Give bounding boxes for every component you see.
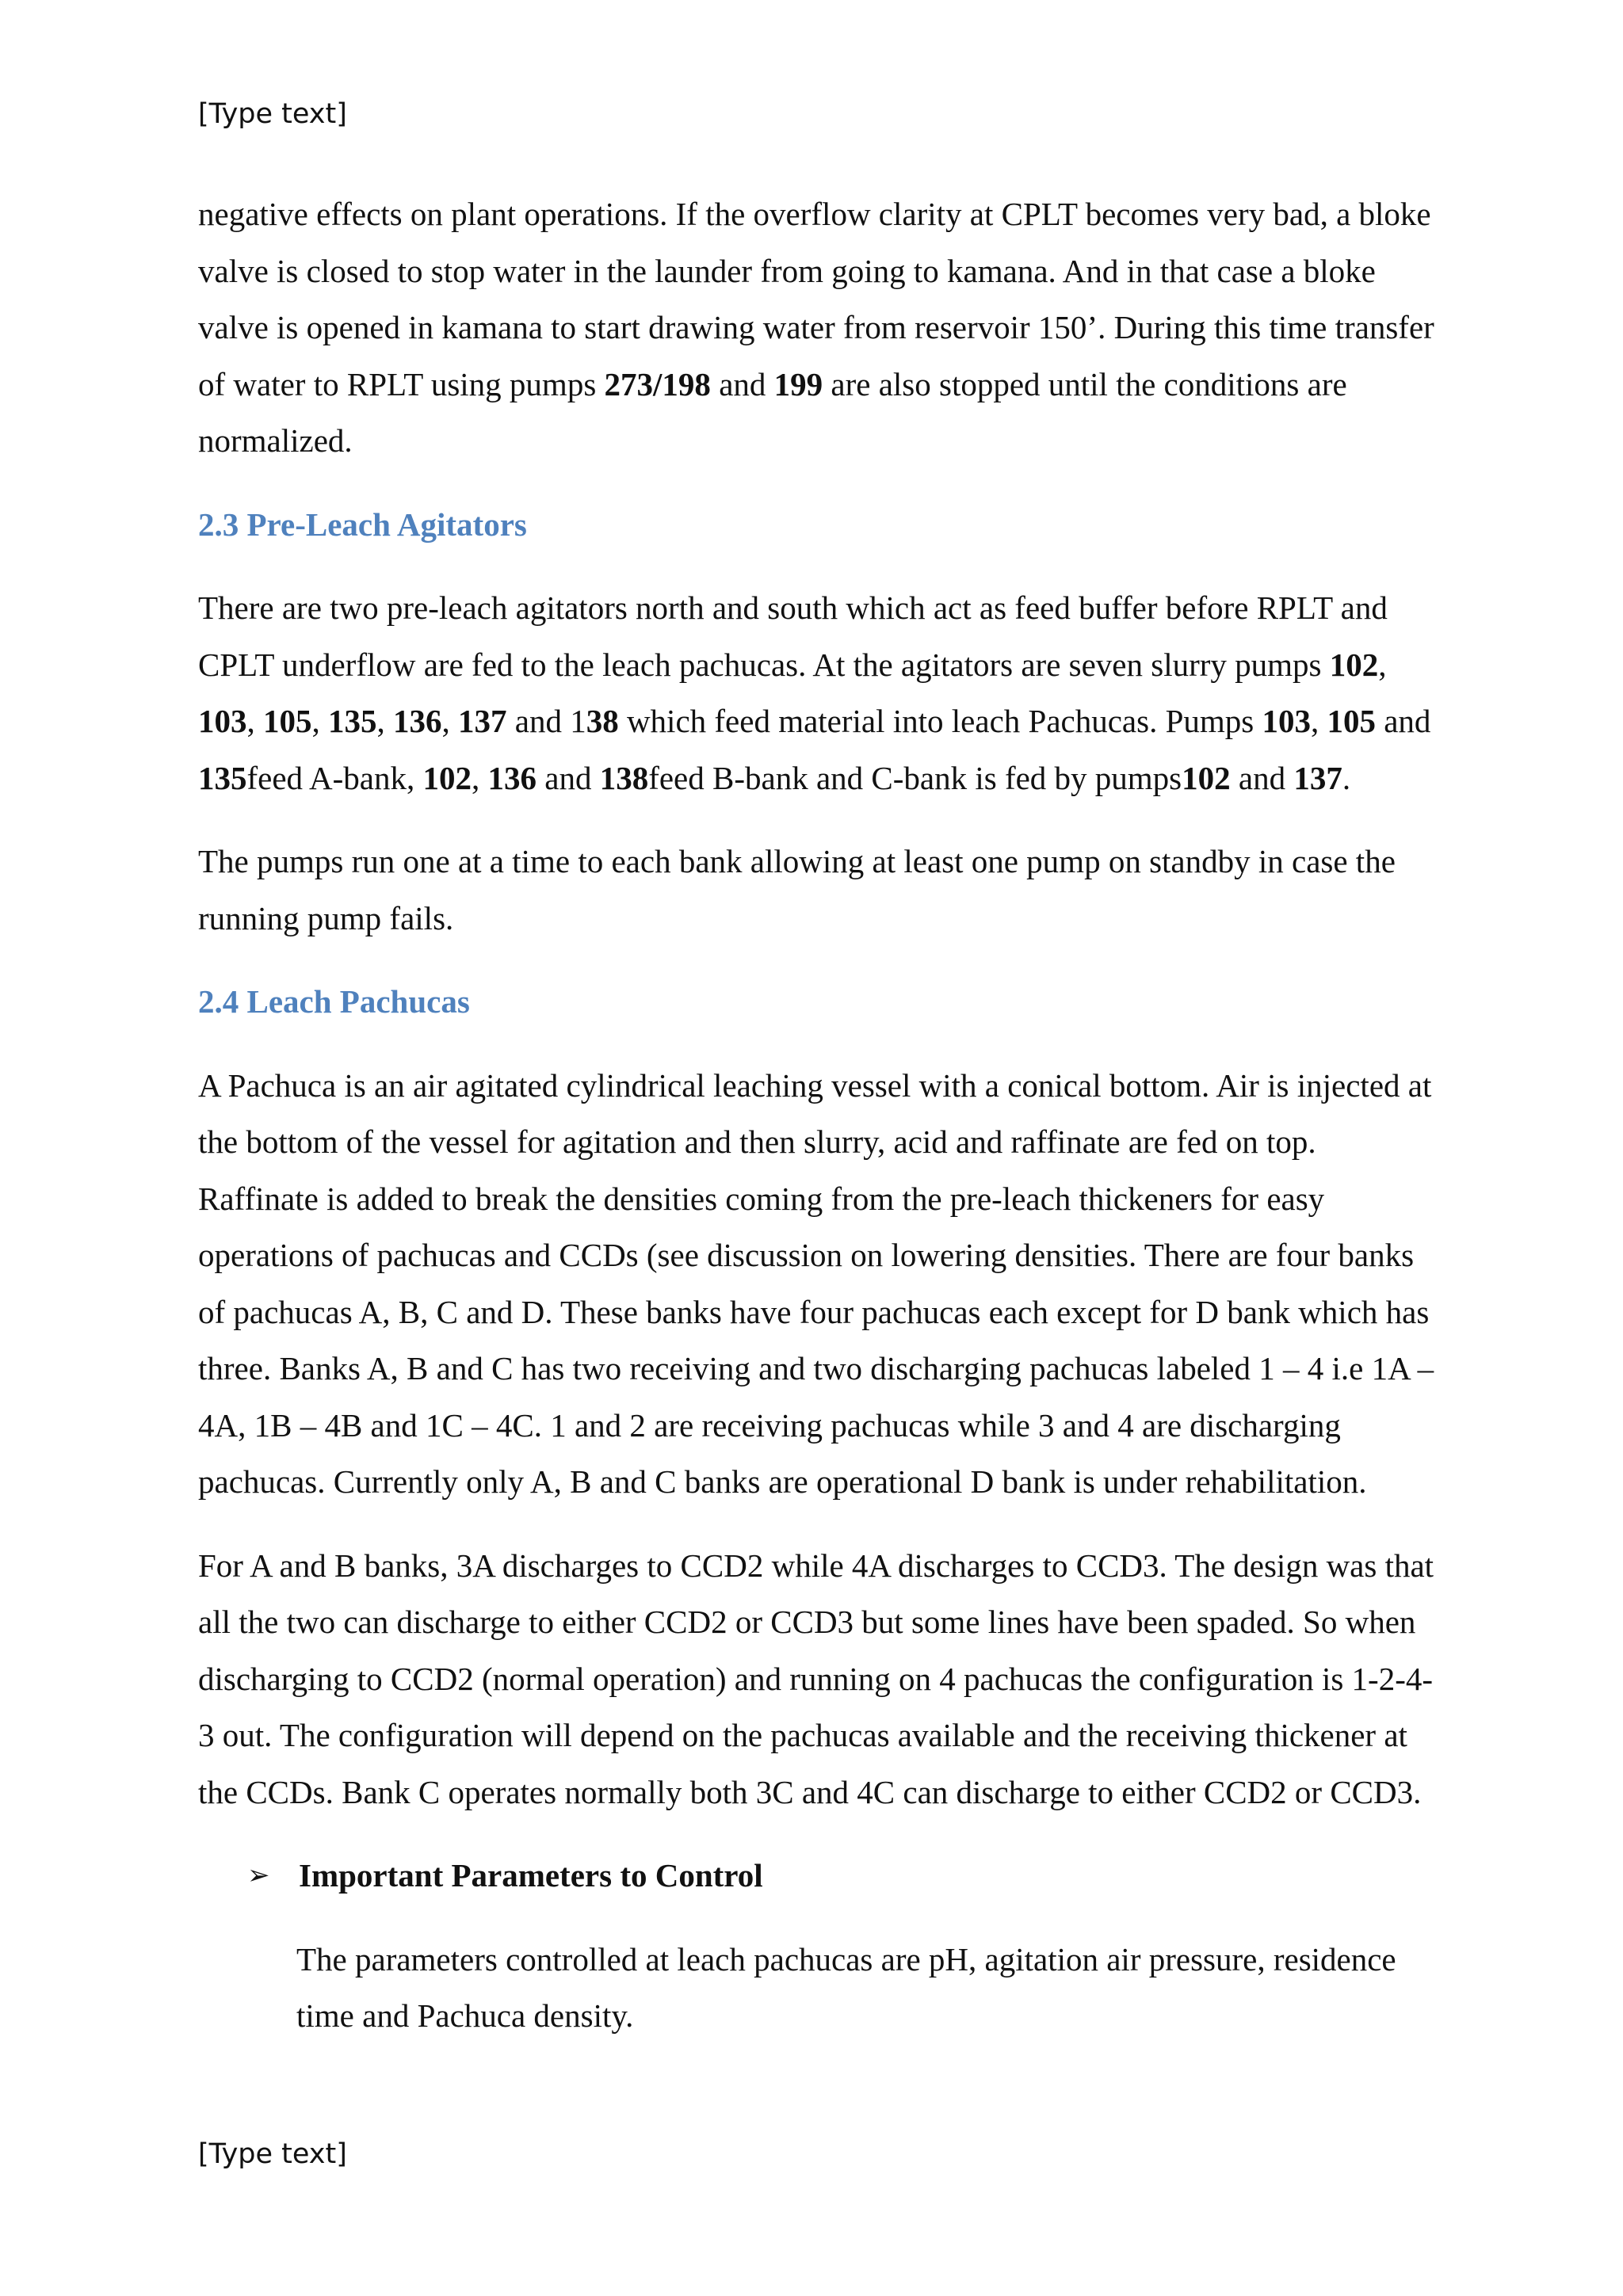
paragraph-pre-leach-agitators: There are two pre-leach agitators north and south which act as feed buffer before RPLT and CPLT underflow are fed to the leach pachucas. At the agitators are seven slurry pumps 102, 103, 105, 135, 136, 137 and 138 which feed material into leach Pachucas. Pumps 103, 105 and 135feed A-bank, 102, 136 and 138feed B-bank and C-bank is fed by pumps102 and 137. [198, 589, 1431, 796]
section-heading-leach-pachucas: 2.4 Leach Pachucas [198, 983, 470, 1020]
paragraph-pachuca-description: A Pachuca is an air agitated cylindrical leaching vessel with a conical bottom. Air is injected at the bottom of the vessel for agitation and then slurry, acid and raffinate are fed on top. Raffinate is added to break the densities coming from the pre-leach thickeners for easy operations of pachucas and CCDs (see discussion on lowering densities. There are four banks of pachucas A, B, C and D. These banks have four pachucas each except for D bank which has three. Banks A, B and C has two receiving and two discharging pachucas labeled 1 – 4 i.e 1A – 4A, 1B – 4B and 1C – 4C. 1 and 2 are receiving pachucas while 3 and 4 are discharging pachucas. Currently only A, B and C banks are operational D bank is under rehabilitation. [198, 1066, 1434, 1500]
document-body [198, 186, 1442, 2072]
page-footer: [Type text] [198, 2138, 347, 2170]
paragraph-bank-discharge: For A and B banks, 3A discharges to CCD2 while 4A discharges to CCD3. The design was that all the two can discharge to either CCD2 or CCD3 but some lines have been spaded. So when discharging to CCD2 (normal operation) and running on 4 pachucas the configuration is 1-2-4-3 out. The configuration will depend on the pachucas available and the receiving thickener at the CCDs. Bank C operates normally both 3C and 4C can discharge to either CCD2 or CCD3. [198, 1547, 1434, 1810]
section-heading-pre-leach-agitators: 2.3 Pre-Leach Agitators [198, 505, 527, 543]
paragraph-parameters: The parameters controlled at leach pachucas are pH, agitation air pressure, residence time and Pachuca density. [296, 1940, 1396, 2034]
paragraph-overflow-clarity: negative effects on plant operations. If the overflow clarity at CPLT becomes very bad, a bloke valve is closed to stop water in the launder from going to kamana. And in that case a bloke valve is opened in kamana to start drawing water from reservoir 150’. During this time transfer of water to RPLT using pumps 273/198 and 199 are also stopped until the conditions are normalized. [198, 196, 1434, 459]
bullet-heading-label: Important Parameters to Control [299, 1857, 763, 1894]
paragraph-pumps-standby: The pumps run one at a time to each bank allowing at least one pump on standby in case the running pump fails. [198, 843, 1396, 936]
arrow-bullet-icon: ➢ [247, 1859, 270, 1891]
bullet-heading-parameters [198, 1848, 1442, 1905]
page-header: [Type text] [198, 98, 347, 130]
